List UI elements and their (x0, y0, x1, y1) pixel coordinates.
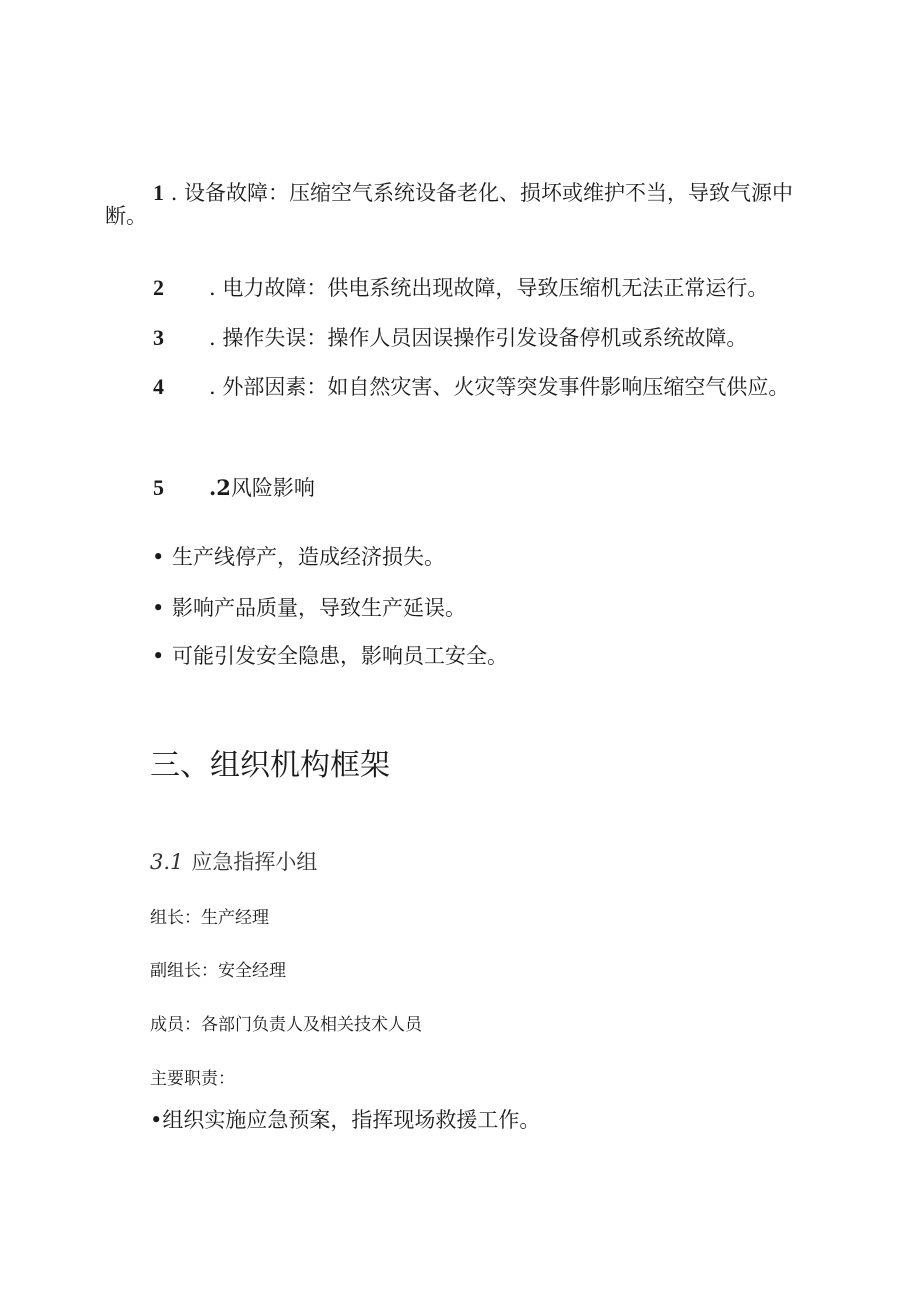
duties-label: 主要职责： (150, 1069, 235, 1089)
risk-heading (153, 472, 315, 502)
cause-number: 2 (153, 275, 164, 300)
risk-bullet-item (152, 640, 508, 670)
cause-item-4 (153, 371, 789, 401)
risk-heading-number: 5 (153, 475, 164, 500)
members-line: 成员：各部门负责人及相关技术人员 (150, 1015, 422, 1035)
subsection-title: 应急指挥小组 (191, 850, 318, 874)
vice-leader-line: 副组长：安全经理 (150, 961, 286, 981)
risk-bullet-item (152, 592, 466, 622)
risk-bullet-text: 影响产品质量，导致生产延误。 (172, 596, 466, 620)
cause-item-1-continuation: 断。 (105, 204, 147, 228)
subsection-heading (150, 846, 317, 876)
leader-line: 组长：生产经理 (150, 908, 269, 928)
cause-text: . 操作失误：操作人员因误操作引发设备停机或系统故障。 (209, 326, 748, 350)
cause-item-1 (153, 177, 793, 207)
cause-number: 1 (153, 180, 164, 205)
risk-heading-title: 风险影响 (230, 476, 315, 500)
risk-bullet-text: 生产线停产，造成经济损失。 (172, 545, 445, 569)
duty-item: •组织实施应急预案，指挥现场救援工作。 (150, 1108, 541, 1132)
cause-number: 4 (153, 374, 164, 399)
subsection-number: 3.1 (150, 850, 184, 874)
cause-item-2 (153, 272, 768, 302)
cause-text: . 外部因素：如自然灾害、火灾等突发事件影响压缩空气供应。 (209, 375, 790, 399)
cause-text: . 电力故障：供电系统出现故障，导致压缩机无法正常运行。 (209, 276, 769, 300)
risk-bullet-text: 可能引发安全隐患，影响员工安全。 (172, 644, 508, 668)
cause-text: . 设备故障：压缩空气系统设备老化、损坏或维护不当，导致气源中 (170, 181, 794, 205)
risk-heading-subnumber: .2 (209, 475, 231, 500)
bullet-icon: • (152, 545, 165, 569)
bullet-icon: • (152, 596, 165, 620)
cause-item-3 (153, 322, 747, 352)
cause-number: 3 (153, 325, 164, 350)
risk-bullet-item (152, 541, 445, 571)
bullet-icon: • (152, 644, 165, 668)
section-heading: 三、组织机构框架 (150, 748, 390, 783)
